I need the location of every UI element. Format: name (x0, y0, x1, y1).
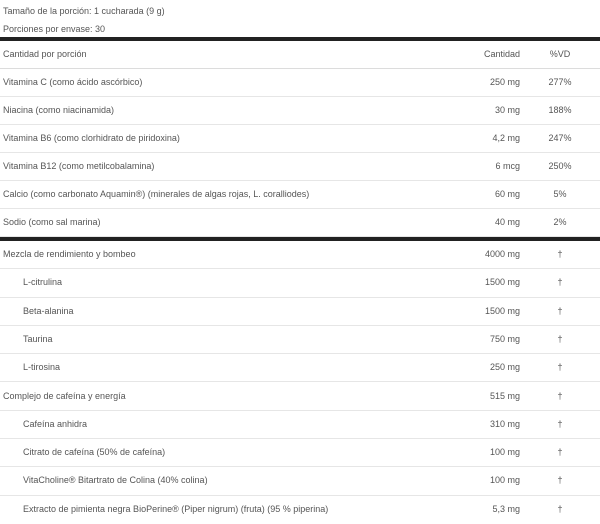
nutrient-amount: 1500 mg (484, 277, 520, 288)
nutrient-name: Niacina (como niacinamida) (3, 105, 115, 115)
nutrient-daily-value: † (557, 503, 563, 514)
nutrient-daily-value: † (557, 418, 563, 429)
nutrient-name: VitaCholine® Bitartrato de Colina (40% colina) (23, 475, 208, 486)
nutrient-name: Calcio (como carbonato Aquamin®) (minerales de algas rojas, L. coralliodes) (3, 189, 310, 199)
nutrient-amount: 250 mg (489, 77, 520, 87)
table-row (0, 97, 600, 125)
nutrient-amount: 250 mg (489, 362, 520, 373)
nutrient-amount: 4,2 mg (492, 133, 520, 143)
nutrient-daily-value: 2% (553, 217, 567, 227)
table-row (0, 153, 600, 181)
nutrient-name: Cafeína anhidra (23, 418, 88, 429)
table-row (0, 269, 600, 297)
table-row (0, 298, 600, 326)
nutrient-daily-value: 250% (548, 161, 572, 171)
nutrient-name: L-tirosina (23, 362, 61, 373)
table-row (0, 411, 600, 439)
nutrient-amount: 100 mg (489, 475, 520, 486)
nutrient-amount: 515 mg (489, 390, 520, 401)
nutrient-amount: 60 mg (494, 189, 520, 199)
table-header (0, 41, 600, 69)
nutrient-name: Vitamina B6 (como clorhidrato de piridoxina) (3, 133, 180, 143)
nutrient-daily-value: † (557, 333, 563, 344)
nutrient-daily-value: † (557, 277, 563, 288)
nutrient-name: Vitamina B12 (como metilcobalamina) (3, 161, 155, 171)
table-row (0, 241, 600, 269)
nutrient-name: Extracto de pimienta negra BioPerine® (Piper nigrum) (fruta) (95 % piperina) (23, 503, 329, 514)
nutrient-amount: 4000 mg (484, 249, 520, 259)
nutrient-daily-value: 188% (548, 105, 572, 115)
table-row (0, 125, 600, 153)
table-row (0, 383, 600, 411)
nutrient-daily-value: † (557, 390, 563, 401)
nutrient-name: Vitamina C (como ácido ascórbico) (3, 77, 143, 87)
nutrient-amount: 1500 mg (484, 305, 520, 316)
nutrient-daily-value: † (557, 447, 563, 458)
nutrient-amount: 6 mcg (495, 161, 520, 171)
nutrient-daily-value: † (557, 249, 563, 259)
table-row (0, 439, 600, 467)
nutrient-amount: 5,3 mg (492, 503, 520, 514)
nutrient-daily-value: 277% (548, 77, 572, 87)
table-row (0, 496, 600, 524)
header-amount: Cantidad (483, 49, 520, 59)
nutrient-amount: 40 mg (494, 217, 520, 227)
table-row (0, 354, 600, 382)
nutrient-amount: 100 mg (489, 447, 520, 458)
header-dv: %VD (549, 49, 571, 59)
nutrient-daily-value: † (557, 475, 563, 486)
nutrient-daily-value: 5% (553, 189, 567, 199)
nutrient-name: Beta-alanina (23, 305, 74, 316)
nutrient-daily-value: † (557, 305, 563, 316)
nutrient-name: Taurina (23, 333, 53, 344)
nutrient-daily-value: † (557, 362, 563, 373)
nutrient-name: Citrato de cafeína (50% de cafeína) (23, 447, 166, 458)
nutrient-name: Sodio (como sal marina) (3, 217, 101, 227)
header-name: Cantidad por porción (3, 49, 87, 59)
table-row (0, 209, 600, 237)
nutrient-amount: 30 mg (494, 105, 520, 115)
nutrient-name: L-citrulina (23, 277, 63, 288)
nutrient-name: Complejo de cafeína y energía (3, 390, 126, 401)
nutrient-amount: 750 mg (489, 333, 520, 344)
table-row (0, 467, 600, 495)
table-row (0, 181, 600, 209)
nutrient-name: Mezcla de rendimiento y bombeo (3, 249, 136, 259)
servings-per-container: Porciones por envase: 30 (3, 24, 106, 34)
nutrient-daily-value: 247% (548, 133, 572, 143)
table-row (0, 69, 600, 97)
table-row (0, 326, 600, 354)
serving-size: Tamaño de la porción: 1 cucharada (9 g) (3, 6, 165, 16)
nutrient-amount: 310 mg (489, 418, 520, 429)
